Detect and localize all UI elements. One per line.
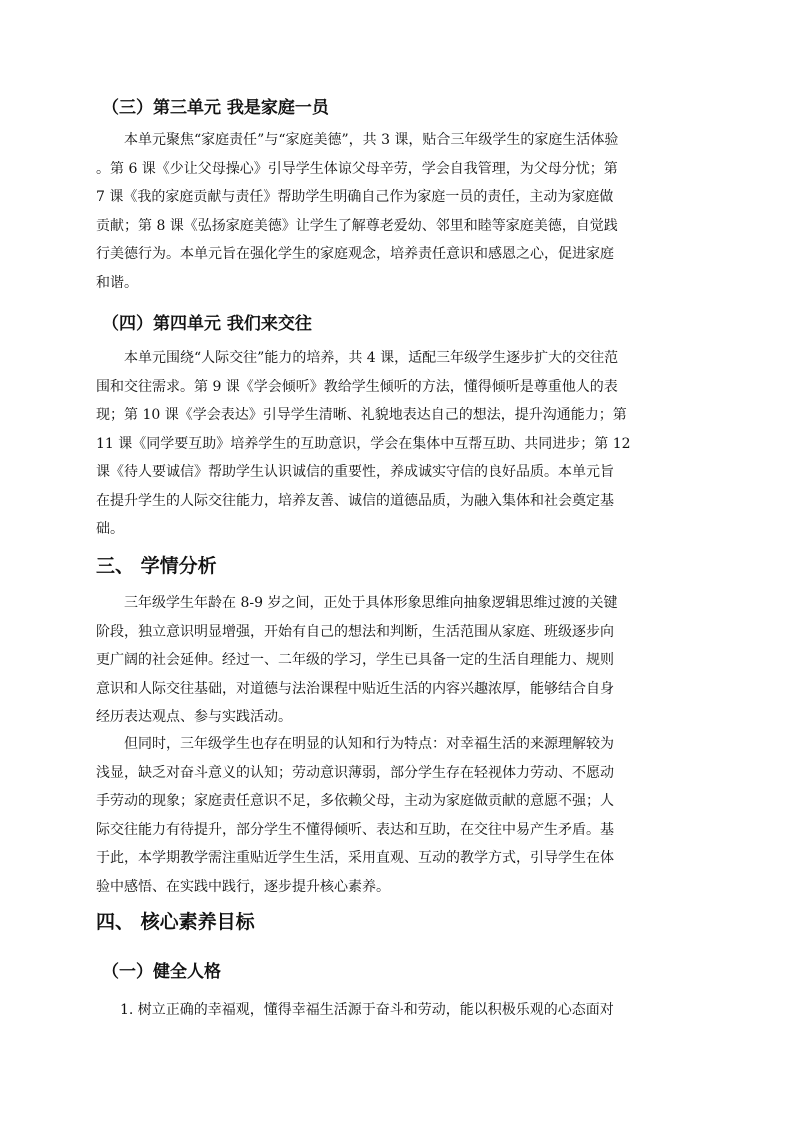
text-line: 础。 — [96, 521, 124, 537]
text-line: 三年级学生年龄在 8-9 岁之间，正处于具体形象思维向抽象逻辑思维过渡的关键 — [124, 595, 618, 611]
text-line: 课《待人要诚信》帮助学生认识诚信的重要性，养成诚实守信的良好品质。本单元旨 — [96, 464, 614, 480]
analysis-paragraph-2 — [96, 730, 700, 901]
text-line: 经历表达观点、参与实践活动。 — [96, 709, 292, 725]
unit3-heading: （三）第三单元 我是家庭一员 — [102, 98, 329, 118]
text-line: 现；第 10 课《学会表达》引导学生清晰、礼貌地表达自己的想法，提升沟通能力；第 — [96, 407, 627, 423]
text-line: 于此，本学期教学需注重贴近学生生活，采用直观、互动的教学方式，引导学生在体 — [96, 850, 614, 866]
text-line: 浅显，缺乏对奋斗意义的认知；劳动意识薄弱，部分学生存在轻视体力劳动、不愿动 — [96, 764, 614, 781]
goals-paragraph — [96, 996, 700, 1025]
unit4-heading: （四）第四单元 我们来交往 — [102, 314, 312, 334]
text-line: 更广阔的社会延伸。经过一、二年级的学习，学生已具备一定的生活自理能力、规则 — [96, 652, 614, 668]
text-line: 手劳动的现象；家庭责任意识不足，多依赖父母，主动为家庭做贡献的意愿不强；人 — [96, 793, 614, 809]
text-line: 本单元聚焦“家庭责任”与“家庭美德”，共 3 课，贴合三年级学生的家庭生活体验 — [124, 132, 619, 148]
text-line: 11 课《同学要互助》培养学生的互助意识，学会在集体中互帮互助、共同进步；第 12 — [96, 435, 631, 452]
text-line: 但同时，三年级学生也存在明显的认知和行为特点：对幸福生活的来源理解较为 — [124, 736, 614, 752]
text-line: 1. 树立正确的幸福观，懂得幸福生活源于奋斗和劳动，能以积极乐观的心态面对 — [120, 1002, 614, 1018]
goals-heading: 四、 核心素养目标 — [96, 911, 255, 933]
text-line: 行美德行为。本单元旨在强化学生的家庭观念，培养责任意识和感恩之心，促进家庭 — [96, 246, 614, 262]
text-line: 贡献；第 8 课《弘扬家庭美德》让学生了解尊老爱幼、邻里和睦等家庭美德，自觉践 — [96, 217, 618, 234]
text-line: 在提升学生的人际交往能力，培养友善、诚信的道德品质，为融入集体和社会奠定基 — [96, 492, 614, 509]
text-line: 和谐。 — [96, 274, 138, 291]
text-line: 阶段，独立意识明显增强，开始有自己的想法和判断，生活范围从家庭、班级逐步向 — [96, 623, 614, 640]
text-line: 7 课《我的家庭贡献与责任》帮助学生明确自己作为家庭一员的责任，主动为家庭做 — [96, 189, 614, 205]
text-line: 意识和人际交往基础，对道德与法治课程中贴近生活的内容兴趣浓厚，能够结合自身 — [96, 680, 614, 697]
analysis-heading: 三、 学情分析 — [96, 555, 217, 577]
goals-subheading: （一）健全人格 — [102, 962, 221, 982]
text-line: 验中感悟、在实践中践行，逐步提升核心素养。 — [96, 878, 390, 895]
text-line: 围和交往需求。第 9 课《学会倾听》教给学生倾听的方法，懂得倾听是尊重他人的表 — [96, 378, 618, 395]
analysis-paragraph-1 — [96, 589, 700, 732]
unit4-paragraph — [96, 344, 700, 544]
text-line: 际交往能力有待提升，部分学生不懂得倾听、表达和互助，在交往中易产生矛盾。基 — [96, 821, 614, 838]
text-line: 。第 6 课《少让父母操心》引导学生体谅父母辛劳，学会自我管理，为父母分忧；第 — [96, 160, 618, 177]
text-line: 本单元围绕“人际交往”能力的培养，共 4 课，适配三年级学生逐步扩大的交往范 — [124, 350, 619, 366]
unit3-paragraph — [96, 126, 700, 297]
